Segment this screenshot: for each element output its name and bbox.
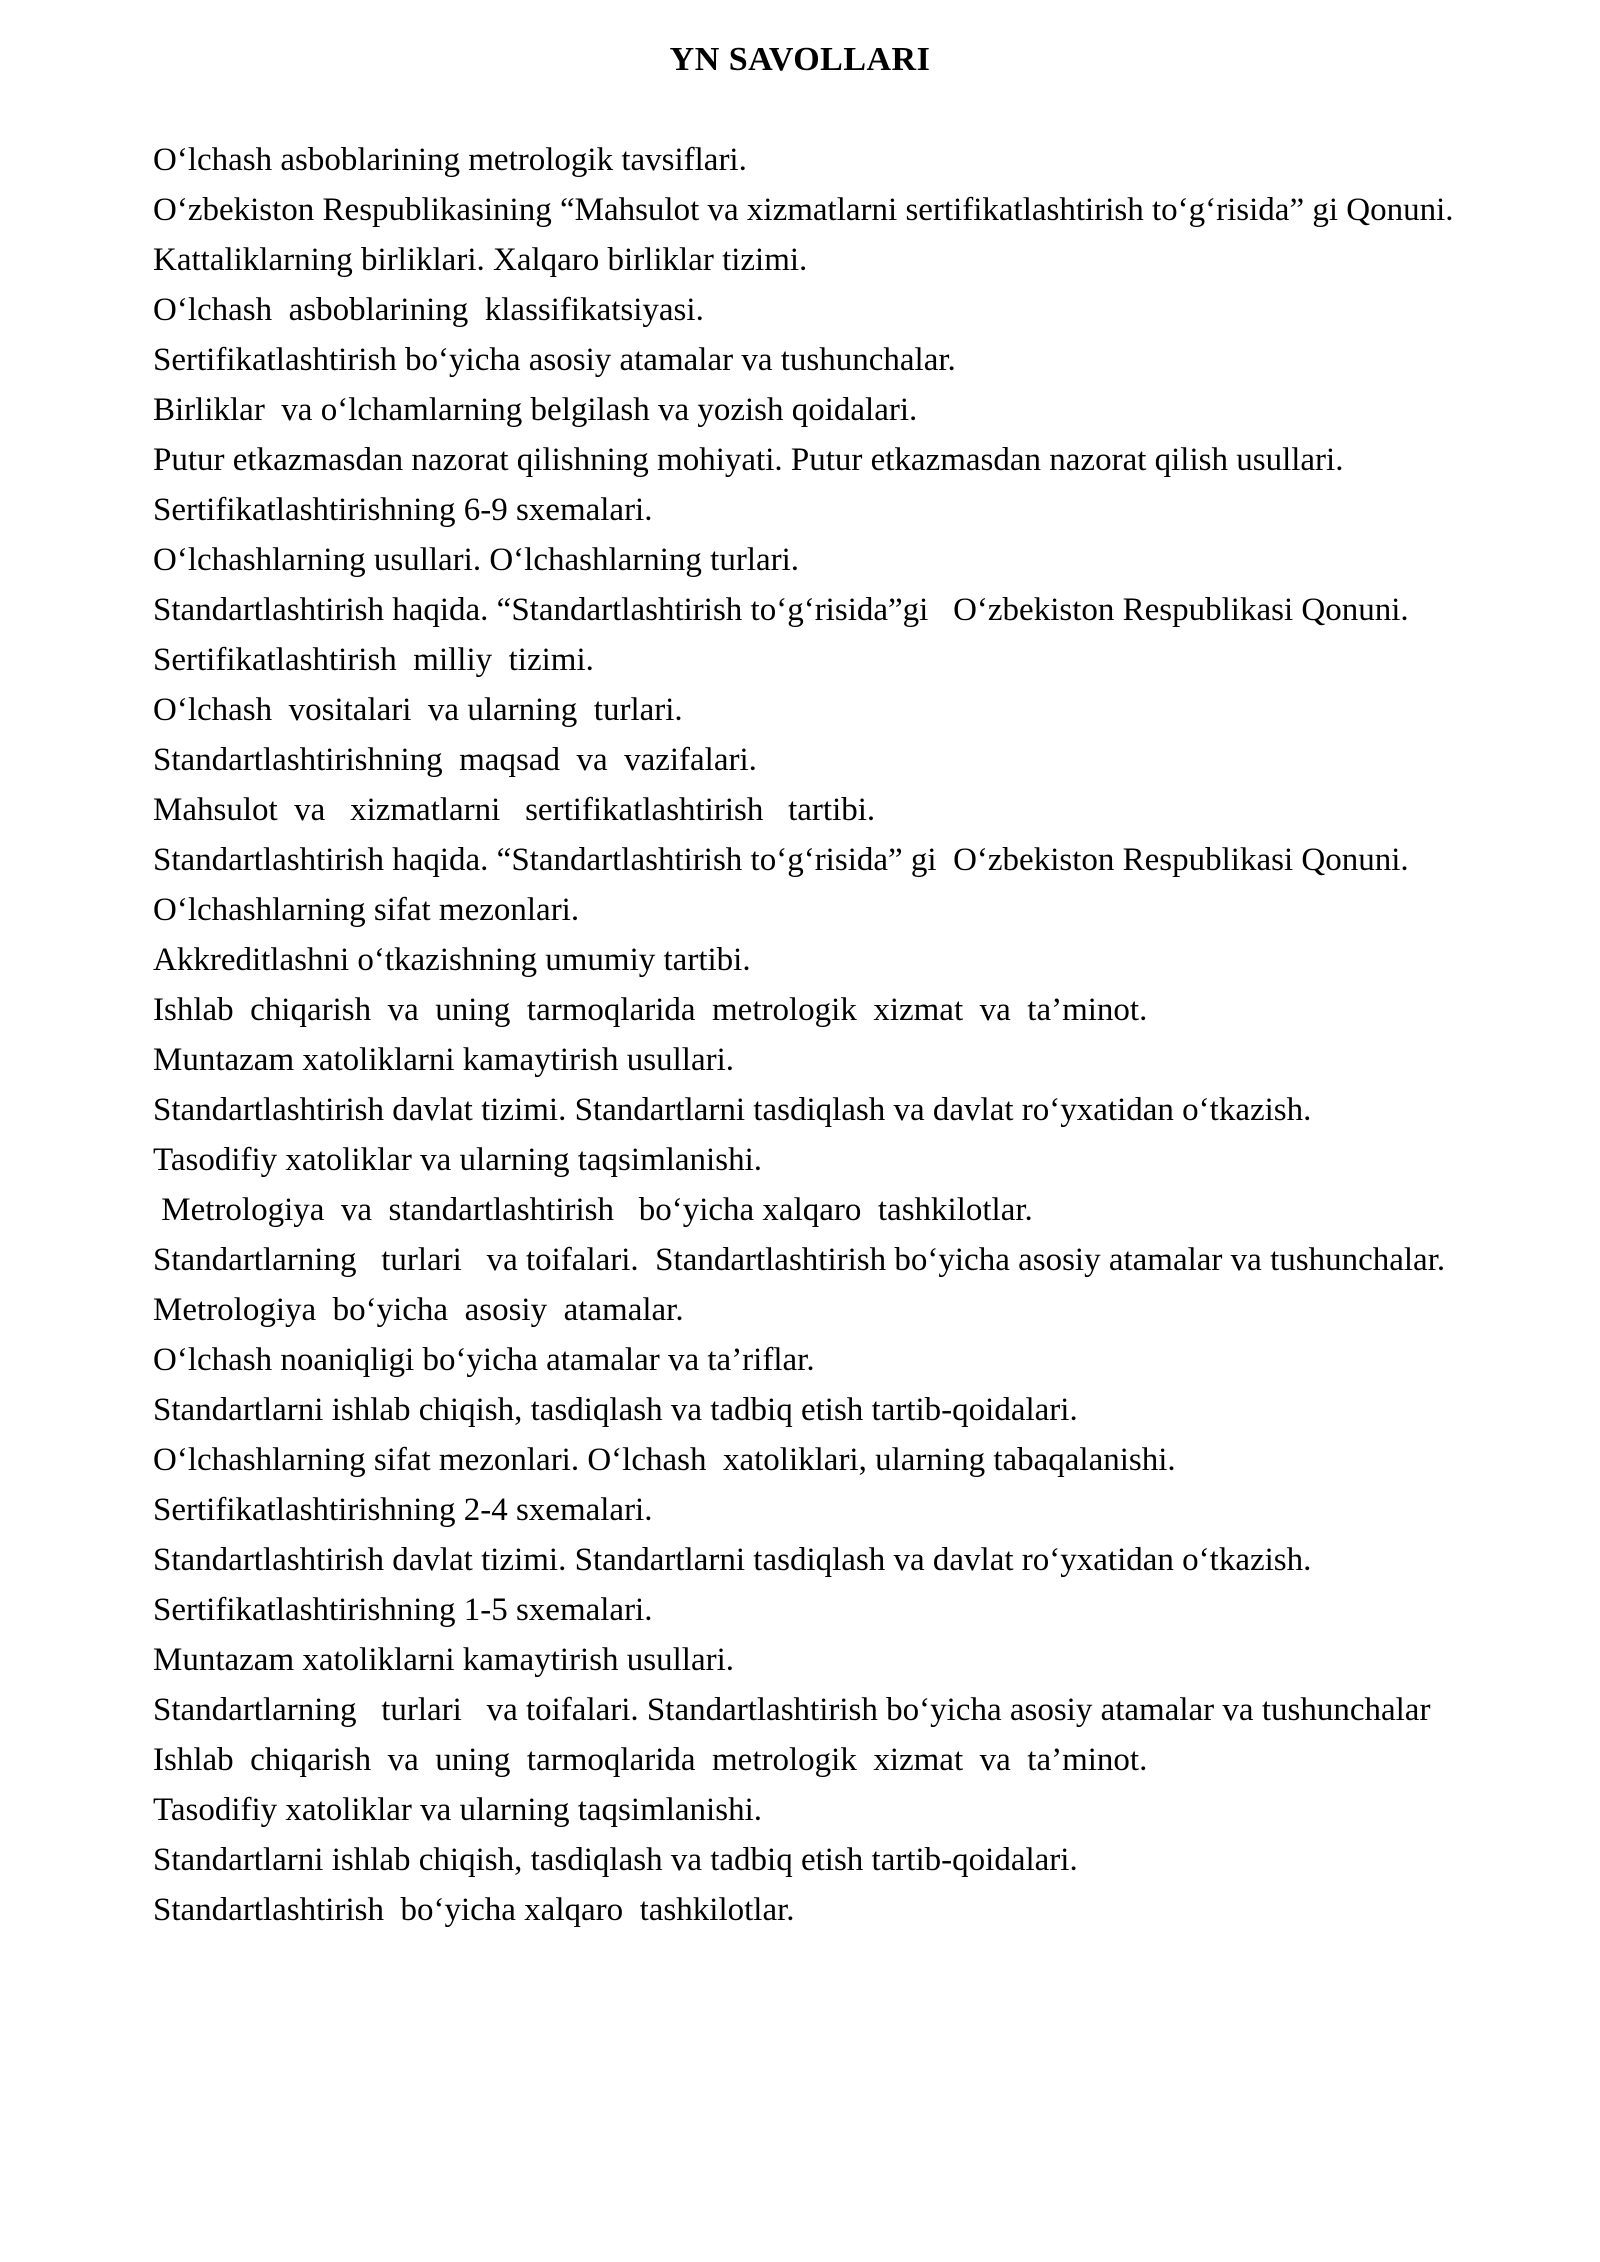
question-item: Standartlashtirish davlat tizimi. Standartlarni tasdiqlash va davlat ro‘yxatidan o‘tkazish. <box>153 1542 1312 1578</box>
question-item: Birliklar va o‘lchamlarning belgilash va yozish qoidalari. <box>153 392 918 428</box>
question-item: O‘lchashlarning usullari. O‘lchashlarning turlari. <box>153 542 800 578</box>
question-item: O‘lchash vositalari va ularning turlari. <box>153 692 683 728</box>
question-item: Standartlarning turlari va toifalari. Standartlashtirish bo‘yicha asosiy atamalar va tushunchalar. <box>153 1242 1446 1278</box>
question-item: O‘lchash asboblarining klassifikatsiyasi. <box>153 292 704 328</box>
question-item: Putur etkazmasdan nazorat qilishning mohiyati. Putur etkazmasdan nazorat qilish usullari. <box>153 442 1344 478</box>
question-item: Standartlashtirish bo‘yicha xalqaro tashkilotlar. <box>153 1892 795 1928</box>
question-item: Kattaliklarning birliklari. Xalqaro birliklar tizimi. <box>153 242 808 278</box>
question-item: Sertifikatlashtirish bo‘yicha asosiy atamalar va tushunchalar. <box>153 342 956 378</box>
question-item: Standartlarning turlari va toifalari. Standartlashtirish bo‘yicha asosiy atamalar va tushunchalar <box>153 1692 1431 1728</box>
question-item: O‘lchashlarning sifat mezonlari. <box>153 892 580 928</box>
question-item: O‘lchashlarning sifat mezonlari. O‘lchash xatoliklari, ularning tabaqalanishi. <box>153 1442 1176 1478</box>
question-item: Standartlashtirish haqida. “Standartlashtirish to‘g‘risida” gi O‘zbekiston Respublikasi Qonuni. <box>153 842 1409 878</box>
question-item: Standartlarni ishlab chiqish, tasdiqlash va tadbiq etish tartib-qoidalari. <box>153 1842 1078 1878</box>
question-item: Muntazam xatoliklarni kamaytirish usullari. <box>153 1042 735 1078</box>
question-item: Tasodifiy xatoliklar va ularning taqsimlanishi. <box>153 1792 762 1828</box>
question-item: Muntazam xatoliklarni kamaytirish usullari. <box>153 1642 735 1678</box>
question-list <box>153 135 1492 1935</box>
question-item: Standartlashtirish davlat tizimi. Standartlarni tasdiqlash va davlat ro‘yxatidan o‘tkazish. <box>153 1092 1312 1128</box>
question-item: Akkreditlashni o‘tkazishning umumiy tartibi. <box>153 942 751 978</box>
question-item: Sertifikatlashtirishning 2-4 sxemalari. <box>153 1492 653 1528</box>
question-item: Mahsulot va xizmatlarni sertifikatlashtirish tartibi. <box>153 792 876 828</box>
document-title: YN SAVOLLARI <box>669 41 931 78</box>
question-item: Ishlab chiqarish va uning tarmoqlarida metrologik xizmat va ta’minot. <box>153 992 1148 1028</box>
question-item: Standartlashtirishning maqsad va vazifalari. <box>153 742 757 778</box>
question-item: Metrologiya va standartlashtirish bo‘yicha xalqaro tashkilotlar. <box>153 1192 1033 1228</box>
question-item: O‘zbekiston Respublikasining “Mahsulot va xizmatlarni sertifikatlashtirish to‘g‘risida” gi Qonuni. <box>153 192 1454 228</box>
question-item: Sertifikatlashtirish milliy tizimi. <box>153 642 594 678</box>
question-item: Ishlab chiqarish va uning tarmoqlarida metrologik xizmat va ta’minot. <box>153 1742 1148 1778</box>
question-item: Metrologiya bo‘yicha asosiy atamalar. <box>153 1292 684 1328</box>
question-item: Sertifikatlashtirishning 1-5 sxemalari. <box>153 1592 653 1628</box>
question-item: Standartlashtirish haqida. “Standartlashtirish to‘g‘risida”gi O‘zbekiston Respublikasi Qonuni. <box>153 592 1409 628</box>
question-item: O‘lchash asboblarining metrologik tavsiflari. <box>153 142 747 178</box>
question-item: Tasodifiy xatoliklar va ularning taqsimlanishi. <box>153 1142 762 1178</box>
question-item: Sertifikatlashtirishning 6-9 sxemalari. <box>153 492 653 528</box>
question-item: Standartlarni ishlab chiqish, tasdiqlash va tadbiq etish tartib-qoidalari. <box>153 1392 1078 1428</box>
question-item: O‘lchash noaniqligi bo‘yicha atamalar va ta’riflar. <box>153 1342 815 1378</box>
